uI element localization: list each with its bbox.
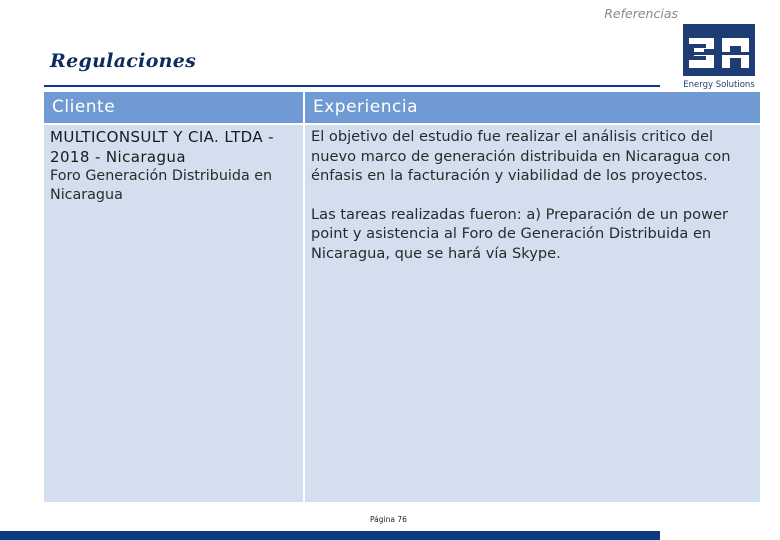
- column-header-experience: Experiencia: [305, 92, 760, 123]
- client-name: MULTICONSULT Y CIA. LTDA - 2018 - Nicaragua: [50, 128, 274, 166]
- footer-bar: [0, 531, 660, 540]
- logo-caption: Energy Solutions: [683, 80, 755, 90]
- client-cell: [44, 125, 303, 502]
- page-title: Regulaciones: [50, 50, 197, 72]
- title-rule: [44, 85, 660, 87]
- experience-cell: [305, 125, 760, 502]
- ba-logo-mark: [680, 22, 758, 80]
- column-header-client: Cliente: [44, 92, 303, 123]
- client-project: Foro Generación Distribuida en Nicaragua: [50, 168, 273, 203]
- reference-label: Referencias: [604, 6, 678, 21]
- experience-paragraph: Las tareas realizadas fueron: a) Preparación de un power point y asistencia al Foro de Generación Distribuida en Nicaragua, que se hará vía Skype.: [311, 205, 729, 262]
- experience-table: [44, 92, 760, 502]
- page-number: Página 76: [370, 515, 407, 524]
- experience-paragraph: El objetivo del estudio fue realizar el análisis critico del nuevo marco de generación distribuida en Nicaragua con énfasis en la facturación y viabilidad de los proyectos.: [311, 128, 731, 184]
